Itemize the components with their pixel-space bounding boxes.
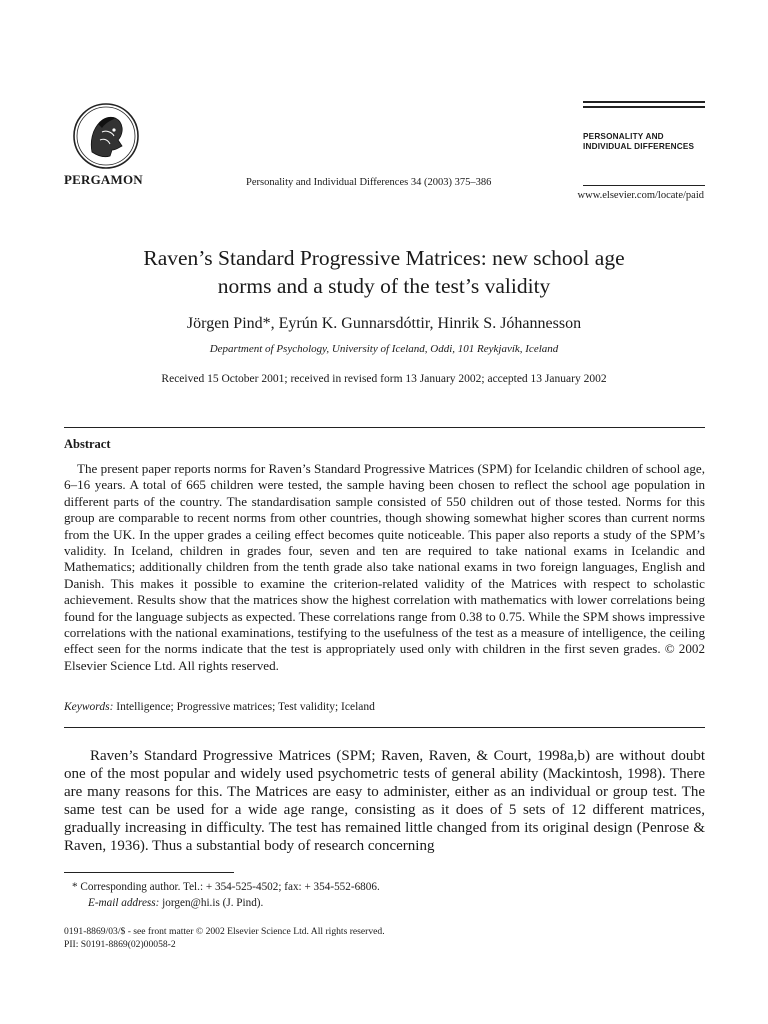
- header-rule: [583, 106, 705, 108]
- abstract-text: The present paper reports norms for Raven’s Standard Progressive Matrices (SPM) for Icelandic children of school age, 6–16 years. A total of 665 children were tested, the sample having been chosen to reflect the school age population in different parts of the country. The standardisation sample consisted of 550 children out of those tested. Norms for this group are comparable to recent norms from other countries, though showing somewhat higher scores than current norms from the UK. In the upper grades a ceiling effect becomes quite noticeable. This paper also reports a study of the SPM’s validity. In Iceland, children in grades four, seven and ten are required to take national exams in Icelandic and Mathematics; additionally children from the tenth grade also take national exams in two foreign languages, English and Danish. This makes it possible to examine the criterion-related validity of the Matrices with respect to scholastic achievement. Results show that the matrices show the highest correlation with mathematics with lower correlations being found for the language subjects as expected. These correlations range from 0.38 to 0.75. While the SPM shows impressive correlations with the national examinations, testifying to the usefulness of the test as a measure of intelligence, the ceiling effect seen for the norms indicate that the test is appropriately used only with children in the first seven grades. © 2002 Elsevier Science Ltd. All rights reserved.: [64, 461, 705, 673]
- submission-dates: Received 15 October 2001; received in revised form 13 January 2002; accepted 13 January 2002: [161, 373, 607, 385]
- keywords-label: Keywords:: [64, 701, 114, 713]
- affiliation: Department of Psychology, University of Iceland, Oddi, 101 Reykjavík, Iceland: [209, 343, 559, 355]
- journal-name-line: INDIVIDUAL DIFFERENCES: [583, 142, 695, 151]
- pii-line: PII: S0191-8869(02)00058-2: [64, 939, 176, 951]
- journal-citation: Personality and Individual Differences 34 (2003) 375–386: [246, 177, 492, 188]
- pergamon-logo-icon: [72, 102, 140, 170]
- journal-name-line: PERSONALITY AND: [583, 132, 664, 141]
- abstract-top-rule: [64, 427, 705, 428]
- keywords-line: [64, 701, 375, 713]
- journal-name: [583, 132, 694, 152]
- keywords-list: Intelligence; Progressive matrices; Test validity; Iceland: [116, 701, 375, 713]
- author-list: Jörgen Pind*, Eyrún K. Gunnarsdóttir, Hinrik S. Jóhannesson: [186, 315, 582, 332]
- header-rule: [583, 101, 705, 103]
- email-label: E-mail address:: [88, 897, 160, 909]
- abstract-heading: Abstract: [64, 437, 111, 451]
- copyright-line: 0191-8869/03/$ - see front matter © 2002 Elsevier Science Ltd. All rights reserved.: [64, 926, 385, 937]
- footnote-email: [88, 897, 263, 909]
- title-line: norms and a study of the test’s validity: [217, 274, 551, 298]
- abstract-bottom-rule: [64, 727, 705, 728]
- paper-title: [64, 244, 704, 300]
- title-line: Raven’s Standard Progressive Matrices: new school age: [143, 246, 625, 270]
- journal-url-link[interactable]: www.elsevier.com/locate/paid: [577, 190, 704, 201]
- body-paragraph: Raven’s Standard Progressive Matrices (SPM; Raven, Raven, & Court, 1998a,b) are without doubt one of the most popular and widely used psychometric tests of general ability (Mackintosh, 1998). There are many reasons for this. The Matrices are easy to administer, either as an individual or group test. The same test can be used for a wide age range, consisting as it does of 5 sets of 12 different matrices, gradually increasing in difficulty. The test has remained little changed from its original design (Penrose & Raven, 1936). Thus a substantial body of research concerning: [64, 748, 705, 854]
- publisher-name: PERGAMON: [64, 172, 143, 187]
- email-address-link[interactable]: jorgen@hi.is (J. Pind).: [162, 897, 264, 909]
- footnote-corresponding-author: * Corresponding author. Tel.: + 354-525-4502; fax: + 354-552-6806.: [72, 881, 380, 893]
- copyright-block: [64, 925, 385, 952]
- footnote-rule: [64, 872, 234, 873]
- journal-name-rule: [583, 185, 705, 186]
